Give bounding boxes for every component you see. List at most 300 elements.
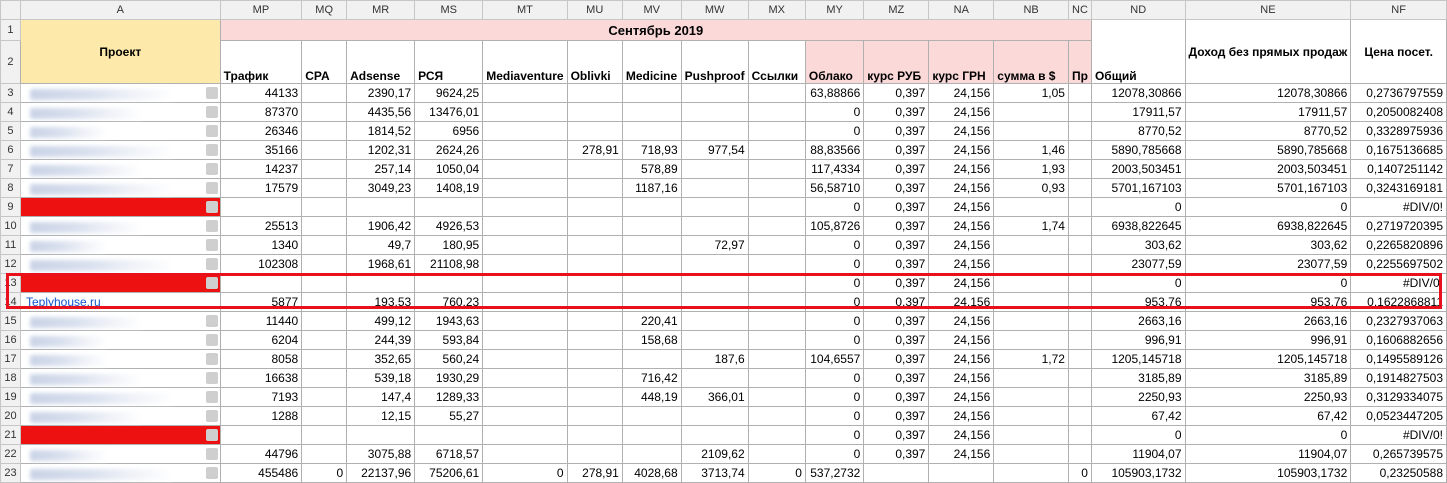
cell-r6-c7[interactable]: 977,54	[681, 141, 748, 160]
cell-r16-c8[interactable]	[748, 331, 805, 350]
cell-r22-c15[interactable]: 11904,07	[1185, 445, 1351, 464]
cell-r5-c5[interactable]	[567, 122, 622, 141]
cell-r22-c1[interactable]	[302, 445, 347, 464]
cell-r10-c12[interactable]: 1,74	[994, 217, 1069, 236]
cell-r8-c8[interactable]	[748, 179, 805, 198]
cell-r7-c12[interactable]: 1,93	[994, 160, 1069, 179]
table-row[interactable]	[1, 217, 1447, 236]
cell-a1[interactable]: Проект	[20, 20, 220, 84]
table-row[interactable]	[1, 350, 1447, 369]
cell-r10-c8[interactable]	[748, 217, 805, 236]
cell-r20-c11[interactable]: 24,156	[929, 407, 994, 426]
cell-r19-c4[interactable]	[483, 388, 567, 407]
cell-r17-c15[interactable]: 1205,145718	[1185, 350, 1351, 369]
cell-r16-c13[interactable]	[1068, 331, 1091, 350]
cell-r5-c11[interactable]: 24,156	[929, 122, 994, 141]
cell-r23-c16[interactable]: 0,23250588	[1351, 464, 1447, 483]
column-header-MY[interactable]: MY	[805, 1, 863, 20]
project-cell[interactable]	[20, 350, 220, 369]
cell-r12-c4[interactable]	[483, 255, 567, 274]
row-handle[interactable]	[206, 277, 218, 289]
cell-r8-c10[interactable]: 0,397	[864, 179, 929, 198]
cell-r23-c10[interactable]	[864, 464, 929, 483]
cell-r8-c4[interactable]	[483, 179, 567, 198]
cell-r17-c11[interactable]: 24,156	[929, 350, 994, 369]
cell-r20-c2[interactable]: 12,15	[347, 407, 415, 426]
cell-r19-c12[interactable]	[994, 388, 1069, 407]
cell-r21-c7[interactable]	[681, 426, 748, 445]
cell-r23-c8[interactable]: 0	[748, 464, 805, 483]
project-cell[interactable]	[20, 312, 220, 331]
cell-r19-c5[interactable]	[567, 388, 622, 407]
cell-r18-c2[interactable]: 539,18	[347, 369, 415, 388]
table-row[interactable]	[1, 141, 1447, 160]
cell-r5-c10[interactable]: 0,397	[864, 122, 929, 141]
cell-r21-c1[interactable]	[302, 426, 347, 445]
cell-r16-c2[interactable]: 244,39	[347, 331, 415, 350]
row-handle[interactable]	[206, 410, 218, 422]
cell-r6-c3[interactable]: 2624,26	[415, 141, 483, 160]
cell-r3-c9[interactable]: 63,88866	[805, 84, 863, 103]
project-cell[interactable]	[20, 84, 220, 103]
row-header-6[interactable]: 6	[1, 141, 21, 160]
cell-r4-c1[interactable]	[302, 103, 347, 122]
project-cell[interactable]	[20, 426, 220, 445]
cell-r8-c9[interactable]: 56,58710	[805, 179, 863, 198]
cell-r17-c2[interactable]: 352,65	[347, 350, 415, 369]
cell-r3-c3[interactable]: 9624,25	[415, 84, 483, 103]
cell-r7-c0[interactable]: 14237	[220, 160, 302, 179]
cell-r17-c5[interactable]	[567, 350, 622, 369]
cell-r15-c13[interactable]	[1068, 312, 1091, 331]
cell-r3-c2[interactable]: 2390,17	[347, 84, 415, 103]
cell-r14-c4[interactable]	[483, 293, 567, 312]
cell-r15-c16[interactable]: 0,2327937063	[1351, 312, 1447, 331]
table-row[interactable]	[1, 426, 1447, 445]
row-handle[interactable]	[206, 429, 218, 441]
cell-r11-c9[interactable]: 0	[805, 236, 863, 255]
cell-r12-c16[interactable]: 0,2255697502	[1351, 255, 1447, 274]
cell-r10-c11[interactable]: 24,156	[929, 217, 994, 236]
cell-r11-c0[interactable]: 1340	[220, 236, 302, 255]
cell-r20-c10[interactable]: 0,397	[864, 407, 929, 426]
cell-r5-c13[interactable]	[1068, 122, 1091, 141]
column-header-MZ[interactable]: MZ	[864, 1, 929, 20]
row-handle[interactable]	[206, 315, 218, 327]
cell-r10-c9[interactable]: 105,8726	[805, 217, 863, 236]
column-header-MU[interactable]: MU	[567, 1, 622, 20]
cell-r22-c12[interactable]	[994, 445, 1069, 464]
cell-r8-c5[interactable]	[567, 179, 622, 198]
cell-r22-c3[interactable]: 6718,57	[415, 445, 483, 464]
project-cell[interactable]	[20, 198, 220, 217]
cell-r9-c11[interactable]: 24,156	[929, 198, 994, 217]
cell-r3-c16[interactable]: 0,2736797559	[1351, 84, 1447, 103]
cell-r10-c15[interactable]: 6938,822645	[1185, 217, 1351, 236]
cell-r23-c1[interactable]: 0	[302, 464, 347, 483]
cell-r23-c2[interactable]: 22137,96	[347, 464, 415, 483]
cell-r3-c12[interactable]: 1,05	[994, 84, 1069, 103]
cell-r12-c14[interactable]: 23077,59	[1091, 255, 1185, 274]
row-header-9[interactable]: 9	[1, 198, 21, 217]
cell-r17-c0[interactable]: 8058	[220, 350, 302, 369]
cell-r21-c5[interactable]	[567, 426, 622, 445]
cell-r22-c16[interactable]: 0,265739575	[1351, 445, 1447, 464]
cell-r20-c1[interactable]	[302, 407, 347, 426]
cell-r23-c3[interactable]: 75206,61	[415, 464, 483, 483]
cell-r10-c5[interactable]	[567, 217, 622, 236]
project-cell[interactable]	[20, 407, 220, 426]
project-cell[interactable]	[20, 293, 220, 312]
cell-r6-c9[interactable]: 88,83566	[805, 141, 863, 160]
cell-r15-c6[interactable]: 220,41	[622, 312, 681, 331]
cell-r23-c12[interactable]	[994, 464, 1069, 483]
cell-r3-c15[interactable]: 12078,30866	[1185, 84, 1351, 103]
cell-r21-c6[interactable]	[622, 426, 681, 445]
row-handle[interactable]	[206, 448, 218, 460]
cell-r7-c15[interactable]: 2003,503451	[1185, 160, 1351, 179]
cell-r13-c4[interactable]	[483, 274, 567, 293]
cell-r22-c5[interactable]	[567, 445, 622, 464]
row-handle[interactable]	[206, 353, 218, 365]
cell-r21-c3[interactable]	[415, 426, 483, 445]
cell-r18-c5[interactable]	[567, 369, 622, 388]
cell-r14-c8[interactable]	[748, 293, 805, 312]
cell-r4-c10[interactable]: 0,397	[864, 103, 929, 122]
cell-r4-c13[interactable]	[1068, 103, 1091, 122]
project-cell[interactable]	[20, 274, 220, 293]
cell-r9-c5[interactable]	[567, 198, 622, 217]
cell-r3-c14[interactable]: 12078,30866	[1091, 84, 1185, 103]
cell-r14-c0[interactable]: 5877	[220, 293, 302, 312]
cell-r17-c9[interactable]: 104,6557	[805, 350, 863, 369]
cell-r18-c10[interactable]: 0,397	[864, 369, 929, 388]
cell-r21-c12[interactable]	[994, 426, 1069, 445]
cell-r18-c11[interactable]: 24,156	[929, 369, 994, 388]
cell-r20-c12[interactable]	[994, 407, 1069, 426]
cell-r17-c3[interactable]: 560,24	[415, 350, 483, 369]
row-handle[interactable]	[206, 106, 218, 118]
cell-r20-c9[interactable]: 0	[805, 407, 863, 426]
cell-r19-c3[interactable]: 1289,33	[415, 388, 483, 407]
project-cell[interactable]	[20, 236, 220, 255]
cell-r7-c10[interactable]: 0,397	[864, 160, 929, 179]
project-cell[interactable]	[20, 445, 220, 464]
row-handle[interactable]	[206, 258, 218, 270]
cell-r23-c4[interactable]: 0	[483, 464, 567, 483]
column-header-MR[interactable]: MR	[347, 1, 415, 20]
cell-r4-c4[interactable]	[483, 103, 567, 122]
cell-r23-c0[interactable]: 455486	[220, 464, 302, 483]
cell-r17-c13[interactable]	[1068, 350, 1091, 369]
cell-r6-c11[interactable]: 24,156	[929, 141, 994, 160]
cell-r20-c5[interactable]	[567, 407, 622, 426]
cell-r5-c7[interactable]	[681, 122, 748, 141]
cell-r11-c14[interactable]: 303,62	[1091, 236, 1185, 255]
table-row[interactable]	[1, 388, 1447, 407]
column-header-MP[interactable]: MP	[220, 1, 302, 20]
cell-r14-c11[interactable]: 24,156	[929, 293, 994, 312]
row-header-3[interactable]: 3	[1, 84, 21, 103]
row-header-18[interactable]: 18	[1, 369, 21, 388]
project-cell[interactable]	[20, 331, 220, 350]
row-handle[interactable]	[206, 220, 218, 232]
cell-r18-c4[interactable]	[483, 369, 567, 388]
cell-r13-c0[interactable]	[220, 274, 302, 293]
column-header-MT[interactable]: MT	[483, 1, 567, 20]
cell-r4-c6[interactable]	[622, 103, 681, 122]
cell-r12-c0[interactable]: 102308	[220, 255, 302, 274]
cell-r11-c7[interactable]: 72,97	[681, 236, 748, 255]
cell-r20-c14[interactable]: 67,42	[1091, 407, 1185, 426]
select-all-corner[interactable]	[1, 1, 21, 20]
cell-r9-c14[interactable]: 0	[1091, 198, 1185, 217]
column-header-A[interactable]: A	[20, 1, 220, 20]
cell-r7-c2[interactable]: 257,14	[347, 160, 415, 179]
row-header-10[interactable]: 10	[1, 217, 21, 236]
column-header-NC[interactable]: NC	[1068, 1, 1091, 20]
cell-r15-c10[interactable]: 0,397	[864, 312, 929, 331]
project-cell[interactable]	[20, 255, 220, 274]
cell-r12-c3[interactable]: 21108,98	[415, 255, 483, 274]
cell-r20-c8[interactable]	[748, 407, 805, 426]
cell-r16-c11[interactable]: 24,156	[929, 331, 994, 350]
cell-r11-c12[interactable]	[994, 236, 1069, 255]
cell-r6-c13[interactable]	[1068, 141, 1091, 160]
cell-r12-c11[interactable]: 24,156	[929, 255, 994, 274]
row-header-15[interactable]: 15	[1, 312, 21, 331]
cell-r15-c15[interactable]: 2663,16	[1185, 312, 1351, 331]
cell-r23-c5[interactable]: 278,91	[567, 464, 622, 483]
project-cell[interactable]	[20, 141, 220, 160]
cell-r15-c5[interactable]	[567, 312, 622, 331]
cell-r23-c7[interactable]: 3713,74	[681, 464, 748, 483]
cell-r18-c15[interactable]: 3185,89	[1185, 369, 1351, 388]
row-header-2[interactable]: 2	[1, 41, 21, 84]
cell-r8-c13[interactable]	[1068, 179, 1091, 198]
row-handle[interactable]	[206, 144, 218, 156]
cell-r8-c6[interactable]: 1187,16	[622, 179, 681, 198]
cell-r4-c14[interactable]: 17911,57	[1091, 103, 1185, 122]
cell-r17-c14[interactable]: 1205,145718	[1091, 350, 1185, 369]
cell-r12-c1[interactable]	[302, 255, 347, 274]
cell-r21-c10[interactable]: 0,397	[864, 426, 929, 445]
cell-r15-c3[interactable]: 1943,63	[415, 312, 483, 331]
column-header-NB[interactable]: NB	[994, 1, 1069, 20]
table-row[interactable]	[1, 255, 1447, 274]
cell-r5-c1[interactable]	[302, 122, 347, 141]
cell-r13-c12[interactable]	[994, 274, 1069, 293]
table-row[interactable]	[1, 160, 1447, 179]
cell-r18-c13[interactable]	[1068, 369, 1091, 388]
cell-r7-c1[interactable]	[302, 160, 347, 179]
cell-r15-c9[interactable]: 0	[805, 312, 863, 331]
cell-r21-c8[interactable]	[748, 426, 805, 445]
cell-r4-c7[interactable]	[681, 103, 748, 122]
cell-r21-c11[interactable]: 24,156	[929, 426, 994, 445]
cell-r14-c3[interactable]: 760,23	[415, 293, 483, 312]
cell-r17-c10[interactable]: 0,397	[864, 350, 929, 369]
row-header-16[interactable]: 16	[1, 331, 21, 350]
cell-r4-c3[interactable]: 13476,01	[415, 103, 483, 122]
table-row[interactable]	[1, 464, 1447, 483]
row-handle[interactable]	[206, 163, 218, 175]
cell-r7-c4[interactable]	[483, 160, 567, 179]
cell-r5-c8[interactable]	[748, 122, 805, 141]
project-cell[interactable]	[20, 464, 220, 483]
cell-r8-c3[interactable]: 1408,19	[415, 179, 483, 198]
cell-r12-c10[interactable]: 0,397	[864, 255, 929, 274]
cell-r7-c16[interactable]: 0,1407251142	[1351, 160, 1447, 179]
cell-r9-c12[interactable]	[994, 198, 1069, 217]
cell-r19-c9[interactable]: 0	[805, 388, 863, 407]
cell-r18-c14[interactable]: 3185,89	[1091, 369, 1185, 388]
cell-r13-c6[interactable]	[622, 274, 681, 293]
cell-r10-c6[interactable]	[622, 217, 681, 236]
cell-r6-c8[interactable]	[748, 141, 805, 160]
cell-r9-c15[interactable]: 0	[1185, 198, 1351, 217]
cell-r9-c6[interactable]	[622, 198, 681, 217]
project-cell[interactable]	[20, 217, 220, 236]
cell-r19-c6[interactable]: 448,19	[622, 388, 681, 407]
cell-r8-c11[interactable]: 24,156	[929, 179, 994, 198]
cell-r22-c11[interactable]: 24,156	[929, 445, 994, 464]
cell-r18-c0[interactable]: 16638	[220, 369, 302, 388]
cell-r16-c16[interactable]: 0,1606882656	[1351, 331, 1447, 350]
cell-r4-c0[interactable]: 87370	[220, 103, 302, 122]
cell-r16-c1[interactable]	[302, 331, 347, 350]
row-header-5[interactable]: 5	[1, 122, 21, 141]
cell-r6-c15[interactable]: 5890,785668	[1185, 141, 1351, 160]
cell-r5-c2[interactable]: 1814,52	[347, 122, 415, 141]
cell-r21-c15[interactable]: 0	[1185, 426, 1351, 445]
cell-r12-c13[interactable]	[1068, 255, 1091, 274]
cell-r11-c4[interactable]	[483, 236, 567, 255]
cell-r22-c0[interactable]: 44796	[220, 445, 302, 464]
cell-r16-c0[interactable]: 6204	[220, 331, 302, 350]
cell-r12-c7[interactable]	[681, 255, 748, 274]
cell-r20-c13[interactable]	[1068, 407, 1091, 426]
cell-r22-c6[interactable]	[622, 445, 681, 464]
cell-r10-c7[interactable]	[681, 217, 748, 236]
cell-r15-c7[interactable]	[681, 312, 748, 331]
row-handle[interactable]	[206, 182, 218, 194]
row-header-21[interactable]: 21	[1, 426, 21, 445]
cell-r17-c1[interactable]	[302, 350, 347, 369]
cell-r17-c16[interactable]: 0,1495589126	[1351, 350, 1447, 369]
cell-r14-c12[interactable]	[994, 293, 1069, 312]
cell-r7-c5[interactable]	[567, 160, 622, 179]
cell-r8-c15[interactable]: 5701,167103	[1185, 179, 1351, 198]
table-row[interactable]	[1, 445, 1447, 464]
cell-r20-c15[interactable]: 67,42	[1185, 407, 1351, 426]
row-header-22[interactable]: 22	[1, 445, 21, 464]
cell-r16-c14[interactable]: 996,91	[1091, 331, 1185, 350]
cell-r10-c1[interactable]	[302, 217, 347, 236]
cell-r13-c14[interactable]: 0	[1091, 274, 1185, 293]
cell-r3-c4[interactable]	[483, 84, 567, 103]
cell-r16-c3[interactable]: 593,84	[415, 331, 483, 350]
row-handle[interactable]	[206, 201, 218, 213]
table-row[interactable]	[1, 274, 1447, 293]
cell-r22-c9[interactable]: 0	[805, 445, 863, 464]
cell-r13-c15[interactable]: 0	[1185, 274, 1351, 293]
cell-r20-c0[interactable]: 1288	[220, 407, 302, 426]
column-header-MV[interactable]: MV	[622, 1, 681, 20]
cell-r11-c6[interactable]	[622, 236, 681, 255]
project-cell[interactable]	[20, 122, 220, 141]
row-header-4[interactable]: 4	[1, 103, 21, 122]
cell-r10-c0[interactable]: 25513	[220, 217, 302, 236]
column-header-NF[interactable]: NF	[1351, 1, 1447, 20]
cell-r5-c0[interactable]: 26346	[220, 122, 302, 141]
cell-r4-c12[interactable]	[994, 103, 1069, 122]
cell-r9-c8[interactable]	[748, 198, 805, 217]
cell-r11-c8[interactable]	[748, 236, 805, 255]
table-row[interactable]	[1, 312, 1447, 331]
table-row[interactable]	[1, 198, 1447, 217]
cell-r8-c2[interactable]: 3049,23	[347, 179, 415, 198]
row-handle[interactable]	[206, 125, 218, 137]
cell-r6-c0[interactable]: 35166	[220, 141, 302, 160]
cell-r22-c10[interactable]: 0,397	[864, 445, 929, 464]
cell-r22-c8[interactable]	[748, 445, 805, 464]
cell-r14-c5[interactable]	[567, 293, 622, 312]
cell-r6-c1[interactable]	[302, 141, 347, 160]
cell-r21-c13[interactable]	[1068, 426, 1091, 445]
cell-r13-c5[interactable]	[567, 274, 622, 293]
table-row[interactable]	[1, 122, 1447, 141]
cell-r16-c4[interactable]	[483, 331, 567, 350]
column-header-MX[interactable]: MX	[748, 1, 805, 20]
cell-r19-c13[interactable]	[1068, 388, 1091, 407]
cell-r3-c5[interactable]	[567, 84, 622, 103]
cell-r14-c16[interactable]: 0,1622868811	[1351, 293, 1447, 312]
cell-r16-c6[interactable]: 158,68	[622, 331, 681, 350]
cell-r9-c2[interactable]	[347, 198, 415, 217]
row-header-14[interactable]: 14	[1, 293, 21, 312]
cell-r9-c10[interactable]: 0,397	[864, 198, 929, 217]
column-header-NA[interactable]: NA	[929, 1, 994, 20]
cell-r20-c7[interactable]	[681, 407, 748, 426]
row-handle[interactable]	[206, 239, 218, 251]
cell-r16-c5[interactable]	[567, 331, 622, 350]
table-row[interactable]	[1, 369, 1447, 388]
project-cell[interactable]	[20, 388, 220, 407]
cell-r10-c10[interactable]: 0,397	[864, 217, 929, 236]
cell-r6-c2[interactable]: 1202,31	[347, 141, 415, 160]
cell-r7-c7[interactable]	[681, 160, 748, 179]
cell-r11-c5[interactable]	[567, 236, 622, 255]
cell-r10-c4[interactable]	[483, 217, 567, 236]
cell-r16-c7[interactable]	[681, 331, 748, 350]
cell-r19-c10[interactable]: 0,397	[864, 388, 929, 407]
row-header-19[interactable]: 19	[1, 388, 21, 407]
cell-r21-c14[interactable]: 0	[1091, 426, 1185, 445]
cell-r15-c14[interactable]: 2663,16	[1091, 312, 1185, 331]
cell-r13-c13[interactable]	[1068, 274, 1091, 293]
cell-r4-c16[interactable]: 0,2050082408	[1351, 103, 1447, 122]
cell-r21-c0[interactable]	[220, 426, 302, 445]
cell-r11-c11[interactable]: 24,156	[929, 236, 994, 255]
cell-r5-c4[interactable]	[483, 122, 567, 141]
cell-r16-c10[interactable]: 0,397	[864, 331, 929, 350]
cell-r17-c7[interactable]: 187,6	[681, 350, 748, 369]
cell-r14-c14[interactable]: 953,76	[1091, 293, 1185, 312]
cell-r6-c16[interactable]: 0,1675136685	[1351, 141, 1447, 160]
cell-r10-c3[interactable]: 4926,53	[415, 217, 483, 236]
cell-r13-c9[interactable]: 0	[805, 274, 863, 293]
